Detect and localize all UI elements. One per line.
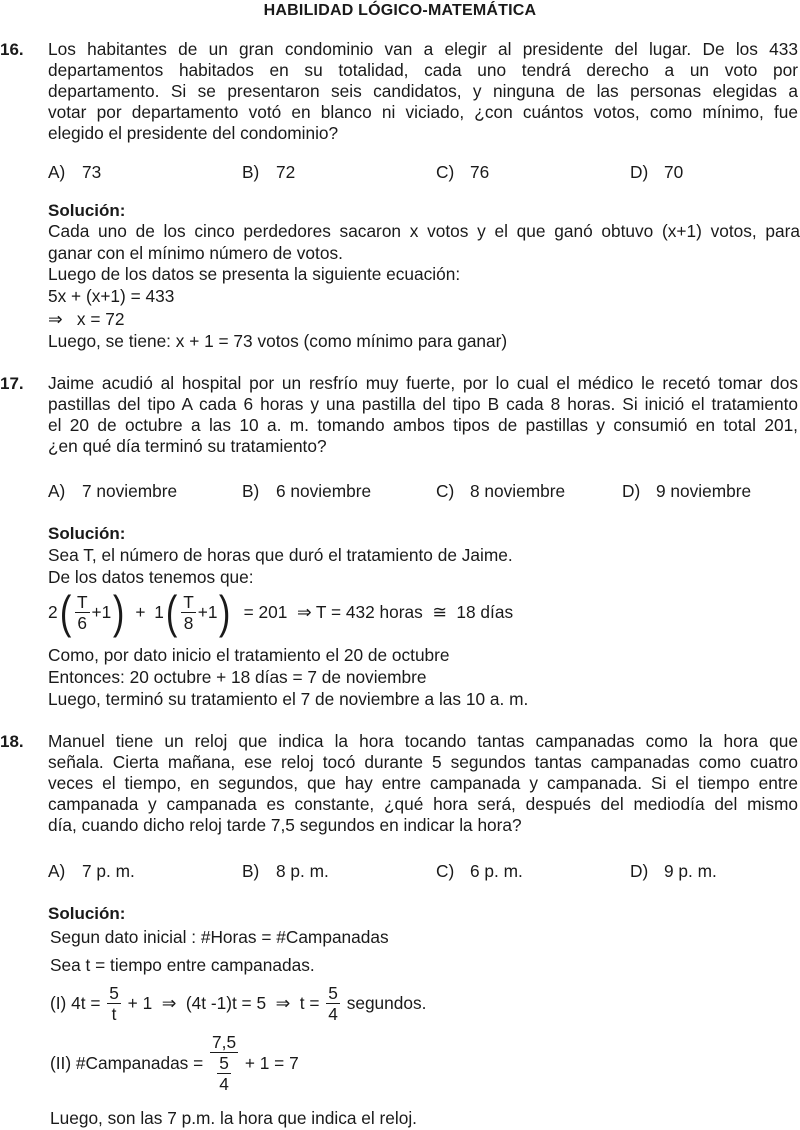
question-text bbox=[48, 373, 798, 457]
eq-term: +1 bbox=[197, 601, 218, 622]
question-text bbox=[48, 731, 798, 836]
question-line: Manuel tiene un reloj que indica la hora tocando tantas campanadas como la hora que bbox=[48, 731, 798, 751]
question-text bbox=[48, 39, 798, 144]
eq-text: segundos. bbox=[346, 993, 427, 1013]
eq-text: (II) #Campanadas = bbox=[50, 1052, 204, 1073]
solution-line: Como, por dato inicio el tratamiento el 20 de octubre bbox=[48, 645, 450, 665]
question-line: día, cuando dicho reloj tarde 7,5 segundos en indicar la hora? bbox=[48, 815, 522, 835]
solution-conclusion: Luego, son las 7 p.m. la hora que indica el reloj. bbox=[50, 1108, 417, 1128]
option-b: B) 6 noviembre bbox=[242, 481, 372, 501]
solution-line: De los datos tenemos que: bbox=[48, 567, 254, 587]
solution-line: Cada uno de los cinco perdedores sacaron x votos y el que ganó obtuvo (x+1) votos, para bbox=[48, 221, 800, 241]
eq-text: + 1 = 7 bbox=[244, 1052, 299, 1073]
question-line: campanada y campanada es constante, ¿qué hora será, después del mediodía del mismo bbox=[48, 794, 798, 814]
question-line: ¿en qué día terminó su tratamiento? bbox=[48, 436, 327, 456]
solution-line: Entonces: 20 octubre + 18 días = 7 de noviembre bbox=[48, 667, 427, 687]
eq-result: = 201 ⇒ T = 432 horas ≅ 18 días bbox=[243, 601, 514, 622]
eq-operator: + bbox=[135, 601, 146, 622]
equation-one bbox=[50, 983, 426, 1024]
question-number: 16. bbox=[0, 40, 24, 59]
solution-line: ⇒ x = 72 bbox=[48, 309, 125, 329]
solution-line: Sea t = tiempo entre campanadas. bbox=[50, 955, 315, 975]
option-d: D) 9 noviembre bbox=[622, 481, 752, 501]
question-line: Los habitantes de un gran condominio van a elegir al presidente del lugar. De los 433 bbox=[48, 39, 798, 59]
option-d: D) 70 bbox=[630, 162, 684, 182]
option-b: B) 72 bbox=[242, 162, 296, 182]
solution-label: Solución: bbox=[48, 904, 126, 923]
eq-text: + 1 ⇒ (4t -1)t = 5 ⇒ t = bbox=[127, 993, 320, 1013]
fraction: $\frac{T}{8}$ bbox=[183, 591, 194, 633]
right-paren: ) bbox=[219, 586, 231, 638]
question-number: 18. bbox=[0, 732, 24, 751]
eq-term: +1 bbox=[91, 601, 112, 622]
right-paren: ) bbox=[113, 586, 125, 638]
solution-line: Luego de los datos se presenta la siguiente ecuación: bbox=[48, 264, 461, 284]
fraction: $\frac{5}{t}$ bbox=[109, 983, 119, 1024]
solution-label: Solución: bbox=[48, 201, 126, 220]
fraction: $\frac{T}{6}$ bbox=[76, 591, 88, 633]
solution-line: Sea T, el número de horas que duró el tratamiento de Jaime. bbox=[48, 545, 513, 565]
option-c: C) 76 bbox=[436, 162, 490, 182]
solution-line: ganar con el mínimo número de votos. bbox=[48, 243, 343, 263]
question-line: departamento. Si se presentaron seis candidatos, y ninguna de las personas elegidas a bbox=[48, 81, 798, 101]
treatment-equation bbox=[48, 586, 514, 638]
left-paren: ( bbox=[165, 586, 178, 638]
question-line: el 20 de octubre a las 10 a. m. tomando ambos tipos de pastillas y consumió en total 201, bbox=[48, 415, 798, 435]
eq-coef: 1 bbox=[154, 601, 164, 622]
solution-line: 5x + (x+1) = 433 bbox=[48, 286, 175, 306]
option-c: C) 6 p. m. bbox=[436, 861, 523, 881]
solution-label: Solución: bbox=[48, 524, 126, 543]
question-number: 17. bbox=[0, 374, 24, 393]
question-line: veces el tiempo, en segundos, que hay entre campanada y campanada. Si el tiempo entre bbox=[48, 773, 798, 793]
option-c: C) 8 noviembre bbox=[436, 481, 566, 501]
option-b: B) 8 p. m. bbox=[242, 861, 329, 881]
option-a: A) 7 noviembre bbox=[48, 481, 178, 501]
question-line: departamentos habitados en su totalidad, cada uno tendrá derecho a un voto por bbox=[48, 60, 798, 80]
question-line: señala. Cierta mañana, ese reloj tocó durante 5 segundos tantas campanadas como cuatro bbox=[48, 752, 798, 772]
solution-line: Luego, terminó su tratamiento el 7 de noviembre a las 10 a. m. bbox=[48, 689, 529, 709]
solution-line: Luego, se tiene: x + 1 = 73 votos (como mínimo para ganar) bbox=[48, 331, 508, 351]
question-line: pastillas del tipo A cada 6 horas y una pastilla del tipo B cada 8 horas. Si inició el tratamiento bbox=[48, 394, 798, 414]
compound-fraction: 7,5 5 4 bbox=[212, 1032, 237, 1094]
option-d: D) 9 p. m. bbox=[630, 861, 717, 881]
left-paren: ( bbox=[59, 586, 72, 638]
eq-coef: 2 bbox=[48, 601, 58, 622]
solution-line: Segun dato inicial : #Horas = #Campanadas bbox=[50, 927, 389, 947]
eq-text: (I) 4t = bbox=[50, 993, 101, 1013]
option-a: A) 7 p. m. bbox=[48, 861, 135, 881]
page-title: HABILIDAD LÓGICO-MATEMÁTICA bbox=[263, 2, 537, 19]
option-a: A) 73 bbox=[48, 162, 102, 182]
fraction: $\frac{5}{4}$ bbox=[328, 983, 338, 1024]
question-line: votar por departamento votó en blanco ni viciado, ¿con cuántos votos, como mínimo, fue bbox=[48, 102, 798, 122]
equation-two bbox=[50, 1032, 299, 1094]
question-line: elegido el presidente del condominio? bbox=[48, 123, 339, 143]
question-line: Jaime acudió al hospital por un resfrío muy fuerte, por lo cual el médico le recetó tomar dos bbox=[48, 373, 798, 393]
